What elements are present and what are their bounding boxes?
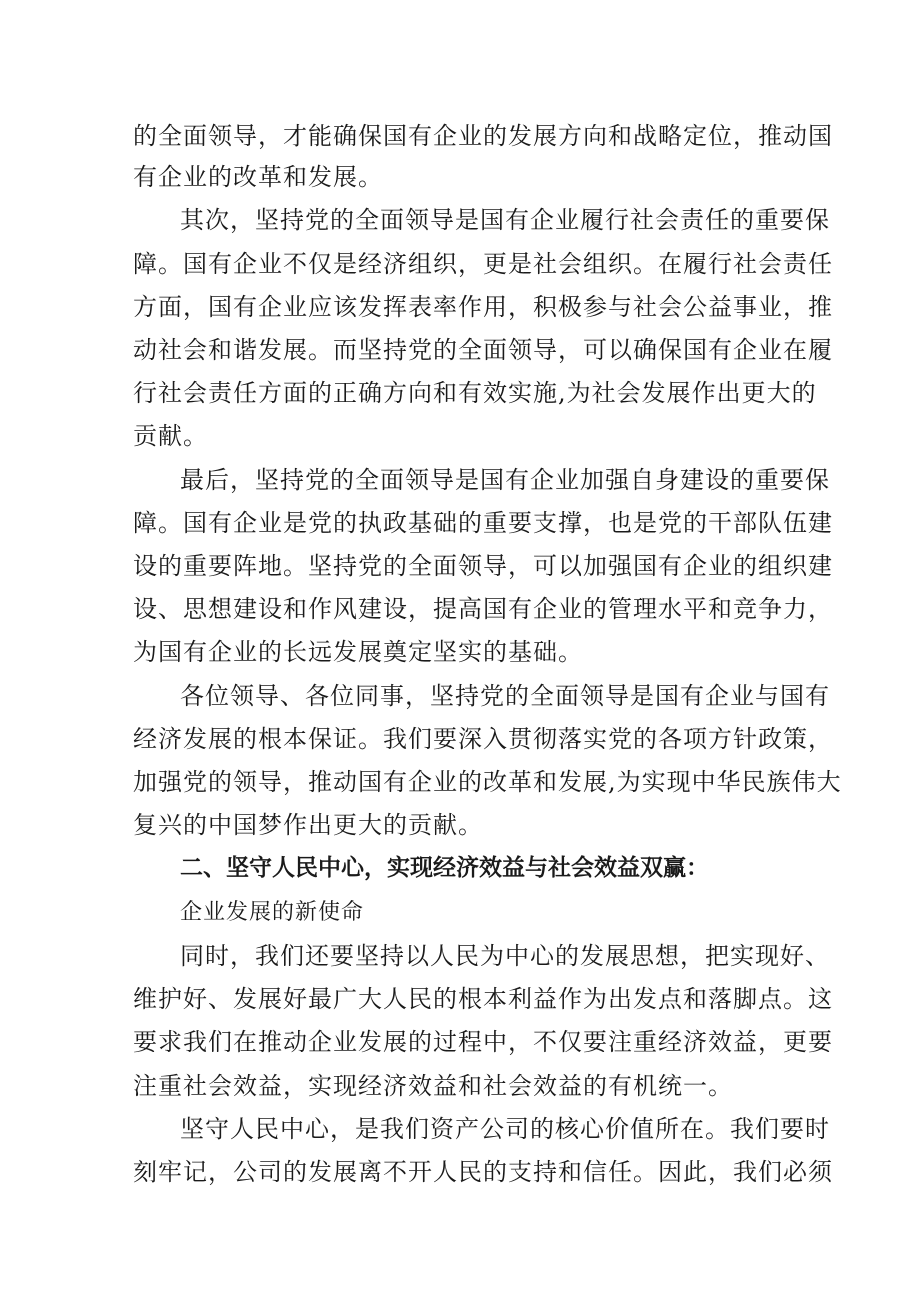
paragraph-3-line-1: 最后，坚持党的全面领导是国有企业加强自身建设的重要保 xyxy=(180,466,830,494)
paragraph-3-line-5: 为国有企业的长远发展奠定坚实的基础。 xyxy=(133,638,583,666)
section-paragraph-1-line-1: 同时，我们还要坚持以人民为中心的发展思想，把实现好、 xyxy=(180,942,830,970)
paragraph-1-line-1: 的全面领导，才能确保国有企业的发展方向和战略定位，推动国 xyxy=(133,122,833,150)
section-paragraph-1-line-2: 维护好、发展好最广大人民的根本利益作为出发点和落脚点。这 xyxy=(133,985,833,1013)
section-paragraph-2-line-2: 刻牢记，公司的发展离不开人民的支持和信任。因此，我们必须 xyxy=(133,1158,833,1186)
paragraph-3-line-4: 设、思想建设和作风建设，提高国有企业的管理水平和竞争力， xyxy=(133,595,833,623)
section-subheading: 企业发展的新使命 xyxy=(180,900,365,925)
section-paragraph-2-line-1: 坚守人民中心，是我们资产公司的核心价值所在。我们要时 xyxy=(180,1115,830,1143)
paragraph-1-line-2: 有企业的改革和发展。 xyxy=(133,163,383,191)
section-heading: 二、坚守人民中心，实现经济效益与社会效益双赢： xyxy=(180,855,709,881)
paragraph-2-line-5: 行社会责任方面的正确方向和有效实施,为社会发展作出更大的 xyxy=(133,379,817,407)
paragraph-2-line-1: 其次，坚持党的全面领导是国有企业履行社会责任的重要保 xyxy=(180,206,830,234)
paragraph-2-line-2: 障。国有企业不仅是经济组织，更是社会组织。在履行社会责任 xyxy=(133,250,833,278)
paragraph-2-line-3: 方面，国有企业应该发挥表率作用，积极参与社会公益事业，推 xyxy=(133,293,833,321)
paragraph-2-line-6: 贡献。 xyxy=(133,422,208,450)
paragraph-2-line-4: 动社会和谐发展。而坚持党的全面领导，可以确保国有企业在履 xyxy=(133,336,833,364)
section-paragraph-1-line-4: 注重社会效益，实现经济效益和社会效益的有机统一。 xyxy=(133,1072,733,1100)
paragraph-4-line-1: 各位领导、各位同事，坚持党的全面领导是国有企业与国有 xyxy=(180,682,830,710)
section-paragraph-1-line-3: 要求我们在推动企业发展的过程中，不仅要注重经济效益，更要 xyxy=(133,1028,833,1056)
paragraph-4-line-4: 复兴的中国梦作出更大的贡献。 xyxy=(133,811,483,839)
paragraph-3-line-2: 障。国有企业是党的执政基础的重要支撑，也是党的干部队伍建 xyxy=(133,509,833,537)
paragraph-4-line-2: 经济发展的根本保证。我们要深入贯彻落实党的各项方针政策， xyxy=(133,725,833,753)
paragraph-3-line-3: 设的重要阵地。坚持党的全面领导，可以加强国有企业的组织建 xyxy=(133,552,833,580)
paragraph-4-line-3: 加强党的领导，推动国有企业的改革和发展,为实现中华民族伟大 xyxy=(133,768,842,796)
